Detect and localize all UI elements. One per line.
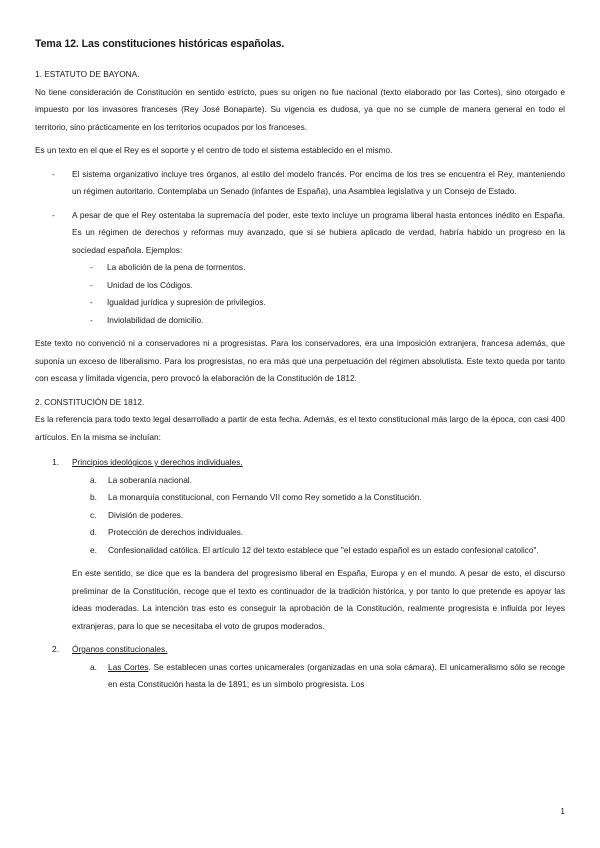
list-item: [35, 454, 565, 635]
list-item: [35, 166, 565, 201]
subsection-title-principios: Principios ideológicos y derechos individuales.: [72, 457, 243, 467]
section-heading-estatuto-bayona: 1. ESTATUTO DE BAYONA.: [35, 69, 140, 79]
document-title: Tema 12. Las constituciones históricas españolas.: [35, 38, 285, 50]
list-item-text: Confesionalidad católica. El artículo 12 del texto establece que "el estado español es un estado confesional catolico".: [108, 544, 539, 555]
paragraph: Este texto no convenció ni a conservadores ni a progresistas. Para los conservadores, era una imposición extranjera, francesa además, que suponía un exceso de liberalismo. Para los progresistas, no era más que una perpetuación del régimen absolutista. Este texto queda por tanto con escasa y limitada vigencia, pero provocó la elaboración de la Constitución de 1812.: [35, 338, 565, 383]
paragraph: Es la referencia para todo texto legal desarrollado a partir de esta fecha. Además, es el texto constitucional más largo de la época, con casi 400 artículos. En la misma se incluían:: [35, 414, 565, 442]
list-item-text: La monarquía constitucional, con Fernando VII como Rey sometido a la Constitución.: [108, 492, 422, 502]
list-item: - Igualdad jurídica y supresión de privilegios.: [90, 294, 565, 312]
list-item: [90, 524, 565, 542]
paragraph: No tiene consideración de Constitución en sentido estricto, pues su origen no fue nacional (texto elaborado por las Cortes), sino otorgado e impuesto por los invasores franceses (Rey José Bonaparte). Su vigencia es dudosa, ya que no se cumple de manera general en todo el territorio, sino prácticamente en los territorios ocupados por los franceses.: [35, 86, 565, 132]
list-item: [90, 659, 565, 694]
list-marker: a.: [90, 661, 97, 672]
list-item: [90, 489, 565, 507]
subsection-title-organos: Órganos constitucionales.: [72, 644, 168, 654]
paragraph: Es un texto en el que el Rey es el soporte y el centro de todo el sistema establecido en el mismo.: [35, 145, 393, 155]
page-number: 1: [560, 806, 565, 816]
list-item: [90, 472, 565, 490]
document-body: [35, 66, 565, 700]
list-marker: c.: [90, 509, 97, 520]
list-item: [35, 641, 565, 694]
list-item: - Unidad de los Códigos.: [90, 277, 565, 295]
section-heading-constitucion-1812: 2. CONSTITUCIÓN DE 1812.: [35, 396, 145, 407]
alpha-list: [72, 472, 565, 560]
list-marker: 1.: [52, 457, 59, 467]
examples-list: [72, 259, 565, 329]
term-las-cortes: Las Cortes: [108, 661, 149, 672]
list-item-text: El sistema organizativo incluye tres órganos, al estilo del modelo francés. Por encima de los tres se encuentra el Rey, manteniendo un régimen autoritario. Contemplaba un Senado (infantes de España), una Asamblea legislativa y un Consejo de Estado.: [72, 168, 565, 196]
list-item-text: Protección de derechos individuales.: [108, 527, 244, 537]
list-item: [90, 507, 565, 525]
alpha-list: [72, 659, 565, 694]
list-marker: 2.: [52, 644, 59, 654]
list-marker: b.: [90, 492, 97, 502]
list-marker: a.: [90, 474, 97, 485]
numbered-list: [35, 454, 565, 694]
list-item-text: A pesar de que el Rey ostentaba la supremacía del poder, este texto incluye un programa liberal hasta entonces inédito en España. Es un régimen de derechos y reformas muy avanzado, que si se hubiera aplicado de verdad, habría habido un progreso en la sociedad española. Ejemplos:: [72, 209, 565, 255]
bullet-list: [35, 166, 565, 330]
list-item-text: La soberanía nacional.: [108, 474, 192, 485]
list-marker: d.: [90, 527, 97, 537]
list-item: [35, 207, 565, 330]
list-item-text: División de poderes.: [108, 509, 184, 520]
list-item: - Inviolabilidad de domicilio.: [90, 312, 565, 330]
list-item-text: . Se establecen unas cortes unicamerales (organizadas en una sola cámara). El unicameralismo sólo se recoge en esta Constitución hasta la de 1891; es un símbolo progresista. Los: [108, 661, 565, 689]
list-marker: e.: [90, 544, 97, 555]
list-item: - La abolición de la pena de tormentos.: [90, 259, 565, 277]
list-item: [90, 542, 565, 560]
paragraph: En este sentido, se dice que es la bandera del progresismo liberal en España, Europa y en el mundo. A pesar de esto, el discurso preliminar de la Constitución, recoge que el texto es continuador de la tradición histórica, y por tanto lo que pretende es apoyar las ideas moderadas. La intención tras esto es conseguir la aprobación de la Constitución, realmente progresista e influida por leyes extranjeras, para lo que se necesitaba el voto de grupos moderados.: [72, 568, 565, 631]
